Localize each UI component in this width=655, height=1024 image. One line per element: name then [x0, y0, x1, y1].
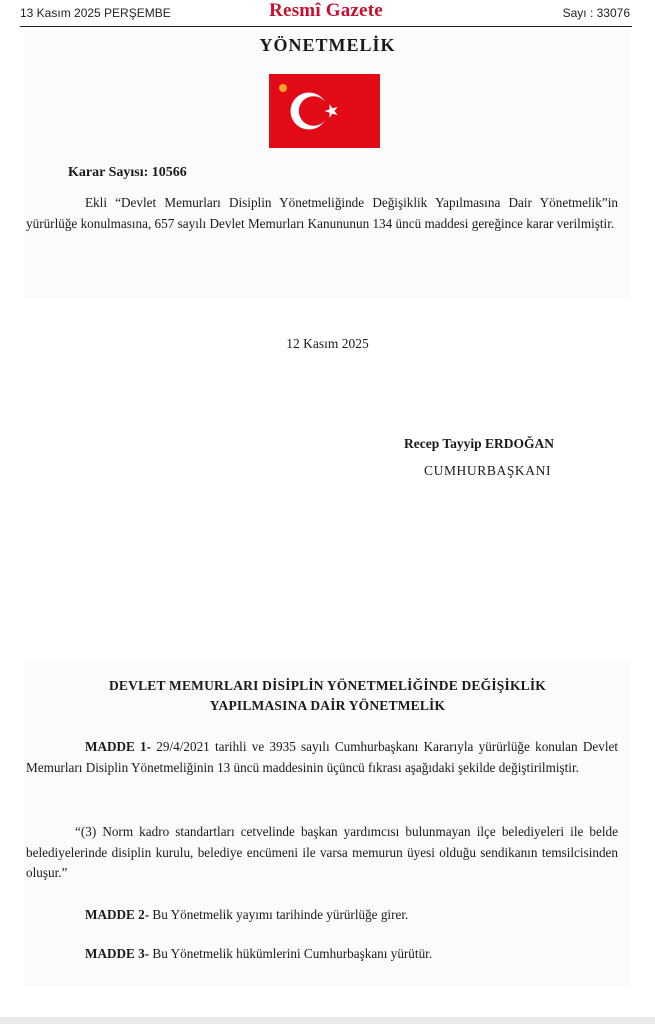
signer-title: CUMHURBAŞKANI	[424, 463, 552, 478]
page-background-top	[24, 30, 630, 298]
article-2-label: MADDE 2-	[85, 907, 150, 922]
decision-date: 12 Kasım 2025	[286, 336, 369, 351]
article-3-text: Bu Yönetmelik hükümlerini Cumhurbaşkanı yürütür.	[149, 946, 433, 961]
regulation-title	[40, 676, 615, 716]
header-date: 13 Kasım 2025 PERŞEMBE	[20, 6, 171, 20]
article-2-text: Bu Yönetmelik yayımı tarihinde yürürlüğe girer.	[149, 907, 409, 922]
signer-name: Recep Tayyip ERDOĞAN	[404, 436, 555, 451]
article-1-text: 29/4/2021 tarihli ve 3935 sayılı Cumhurbaşkanı Kararıyla yürürlüğe konulan Devlet Memurları Disiplin Yönetmeliğinin 13 üncü maddesinin üçüncü fıkrası aşağıdaki şekilde değiştirilmiştir.	[26, 739, 618, 775]
turkish-flag-icon	[269, 74, 380, 148]
regulation-title-line-2: YAPILMASINA DAİR YÖNETMELİK	[209, 698, 446, 713]
gazette-title: Resmî Gazete	[269, 0, 383, 21]
article-1-label: MADDE 1-	[85, 739, 152, 754]
article-2	[26, 905, 618, 926]
section-title: YÖNETMELİK	[259, 35, 396, 55]
article-1	[26, 737, 618, 778]
decision-number: Karar Sayısı: 10566	[68, 165, 187, 180]
article-3-label: MADDE 3-	[85, 946, 150, 961]
article-3	[26, 944, 618, 965]
gazette-header	[20, 0, 632, 27]
quoted-clause: “(3) Norm kadro standartları cetvelinde başkan yardımcısı bulunmayan ilçe belediyeleri ile belde belediyelerinde disiplin kurulu, belediye encümeni ile varsa memurun üyesi olduğu sendikanın temsilcisinden oluşur.”	[26, 824, 618, 880]
intro-paragraph: Ekli “Devlet Memurları Disiplin Yönetmeliğinde Değişiklik Yapılmasına Dair Yönetmelik”in yürürlüğe konulmasına, 657 sayılı Devlet Memurları Kanununun 134 üncü maddesi gereğince karar verilmiştir.	[26, 195, 618, 231]
issue-number: Sayı : 33076	[562, 6, 630, 20]
regulation-title-line-1: DEVLET MEMURLARI DİSİPLİN YÖNETMELİĞİNDE DEĞİŞİKLİK	[108, 678, 547, 693]
bottom-edge	[0, 1017, 655, 1024]
